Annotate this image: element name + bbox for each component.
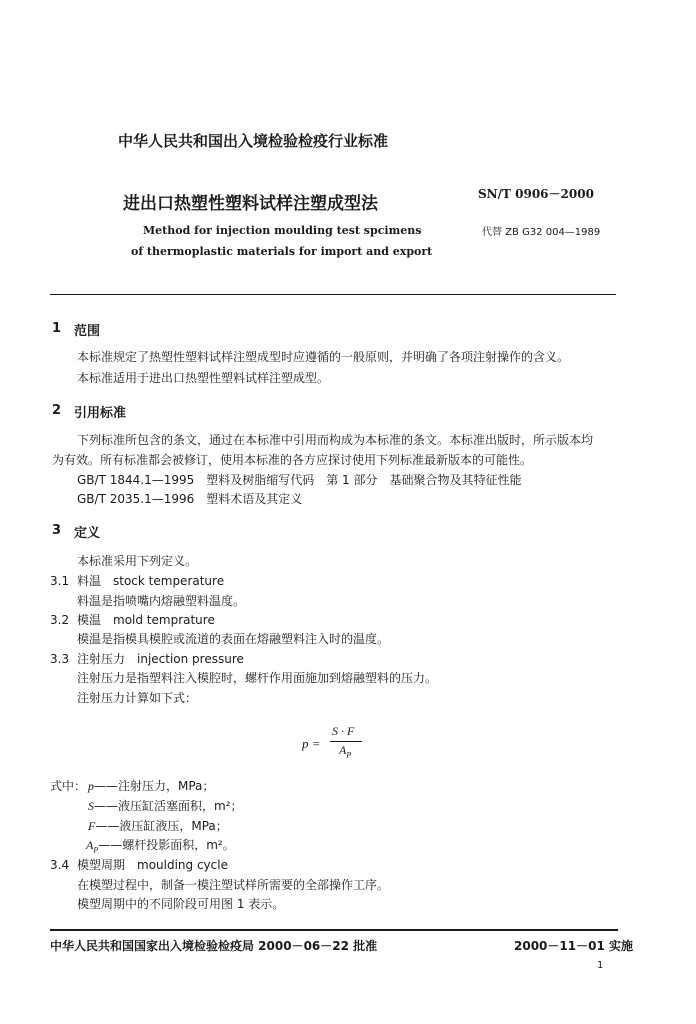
implementation-date: 2000－11－01 实施 bbox=[514, 939, 633, 953]
variable-dash: —— bbox=[94, 799, 118, 813]
variable-symbol: p bbox=[88, 779, 94, 793]
section-1-paragraph-2: 本标准适用于进出口热塑性塑料试样注塑成型。 bbox=[77, 371, 330, 385]
replaces-standard: 代替 ZB G32 004—1989 bbox=[482, 227, 601, 238]
variable-dash: —— bbox=[94, 779, 118, 793]
formula-denominator bbox=[339, 743, 351, 759]
definition-3-3-number: 3.3 bbox=[50, 652, 70, 666]
formula-lhs: p = bbox=[302, 736, 321, 751]
formula-variable-ap bbox=[86, 838, 235, 857]
footer-rule bbox=[50, 929, 618, 931]
approval-statement: 中华人民共和国国家出入境检验检疫局 2000－06－22 批准 bbox=[50, 939, 378, 953]
variable-symbol: F bbox=[88, 819, 96, 833]
formula-denominator-subscript: P bbox=[346, 750, 352, 760]
formula-variable-f bbox=[88, 819, 228, 834]
section-1-paragraph-1: 本标准规定了热塑性塑料试样注塑成型时应遵循的一般原则，并明确了各项注射操作的含义。 bbox=[77, 350, 570, 364]
variable-description: 注射压力，MPa； bbox=[118, 779, 215, 793]
document-title-en-line1: Method for injection moulding test spcimens bbox=[143, 224, 422, 237]
formula-variable-s bbox=[88, 799, 243, 814]
formula-where-label: 式中： bbox=[50, 779, 87, 793]
definition-3-1-term: 料温 stock temperature bbox=[77, 574, 225, 588]
reference-standard-1: GB/T 1844.1—1995 塑料及树脂缩写代码 第 1 部分 基础聚合物及其特征性能 bbox=[77, 473, 522, 487]
definition-3-4-term: 模塑周期 moulding cycle bbox=[77, 858, 228, 872]
definition-3-1-number: 3.1 bbox=[50, 574, 70, 588]
definition-3-2-text: 模温是指模具模腔或流道的表面在熔融塑料注入时的温度。 bbox=[77, 632, 390, 646]
definition-3-4-text-1: 在模塑过程中，制备一模注塑试样所需要的全部操作工序。 bbox=[77, 878, 390, 892]
definition-3-3-text-2: 注射压力计算如下式： bbox=[77, 691, 198, 705]
section-3-number: 3 bbox=[52, 523, 62, 538]
variable-symbol: A bbox=[86, 838, 94, 852]
section-2-paragraph-line1: 下列标准所包含的条文，通过在本标准中引用而构成为本标准的条文。本标准出版时，所示版本均 bbox=[77, 433, 594, 447]
header-rule bbox=[50, 294, 616, 295]
page-number: 1 bbox=[597, 960, 604, 971]
definition-3-3-text-1: 注射压力是指塑料注入模腔时，螺杆作用面施加到熔融塑料的压力。 bbox=[77, 671, 438, 685]
definition-3-4-text-2: 模塑周期中的不同阶段可用图 1 表示。 bbox=[77, 897, 285, 911]
section-3-title: 定义 bbox=[74, 526, 101, 541]
variable-description: 螺杆投影面积，m²。 bbox=[122, 838, 235, 852]
section-2-title: 引用标准 bbox=[74, 406, 127, 421]
variable-dash: —— bbox=[98, 838, 123, 852]
section-1-number: 1 bbox=[52, 321, 62, 336]
definition-3-3-term: 注射压力 injection pressure bbox=[77, 652, 244, 666]
definition-3-2-term: 模温 mold temprature bbox=[77, 613, 215, 627]
section-2-paragraph-line2: 为有效。所有标准都会被修订，使用本标准的各方应探讨使用下列标准最新版本的可能性。 bbox=[52, 453, 533, 467]
section-3-intro: 本标准采用下列定义。 bbox=[77, 554, 198, 568]
variable-description: 液压缸液压，MPa； bbox=[119, 819, 228, 833]
definition-3-1-text: 料温是指喷嘴内熔融塑料温度。 bbox=[77, 594, 246, 608]
document-title-cn: 进出口热塑性塑料试样注塑成型法 bbox=[123, 194, 378, 214]
document-title-en-line2: of thermoplastic materials for import and export bbox=[131, 245, 433, 258]
variable-description: 液压缸活塞面积，m²； bbox=[118, 799, 243, 813]
definition-3-4-number: 3.4 bbox=[50, 858, 70, 872]
formula-numerator: S · F bbox=[332, 724, 355, 738]
variable-subscript: P bbox=[93, 845, 99, 855]
reference-standard-2: GB/T 2035.1—1996 塑料术语及其定义 bbox=[77, 492, 303, 506]
section-1-title: 范围 bbox=[74, 324, 101, 339]
standard-category: 中华人民共和国出入境检验检疫行业标准 bbox=[118, 132, 389, 150]
standard-number: SN/T 0906－2000 bbox=[478, 187, 594, 201]
formula-fraction-bar bbox=[330, 741, 362, 742]
variable-symbol: S bbox=[88, 799, 94, 813]
section-2-number: 2 bbox=[52, 403, 62, 418]
formula-variable-p bbox=[88, 779, 214, 794]
variable-dash: —— bbox=[95, 819, 120, 833]
formula-denominator-symbol: A bbox=[339, 743, 347, 757]
definition-3-2-number: 3.2 bbox=[50, 613, 70, 627]
